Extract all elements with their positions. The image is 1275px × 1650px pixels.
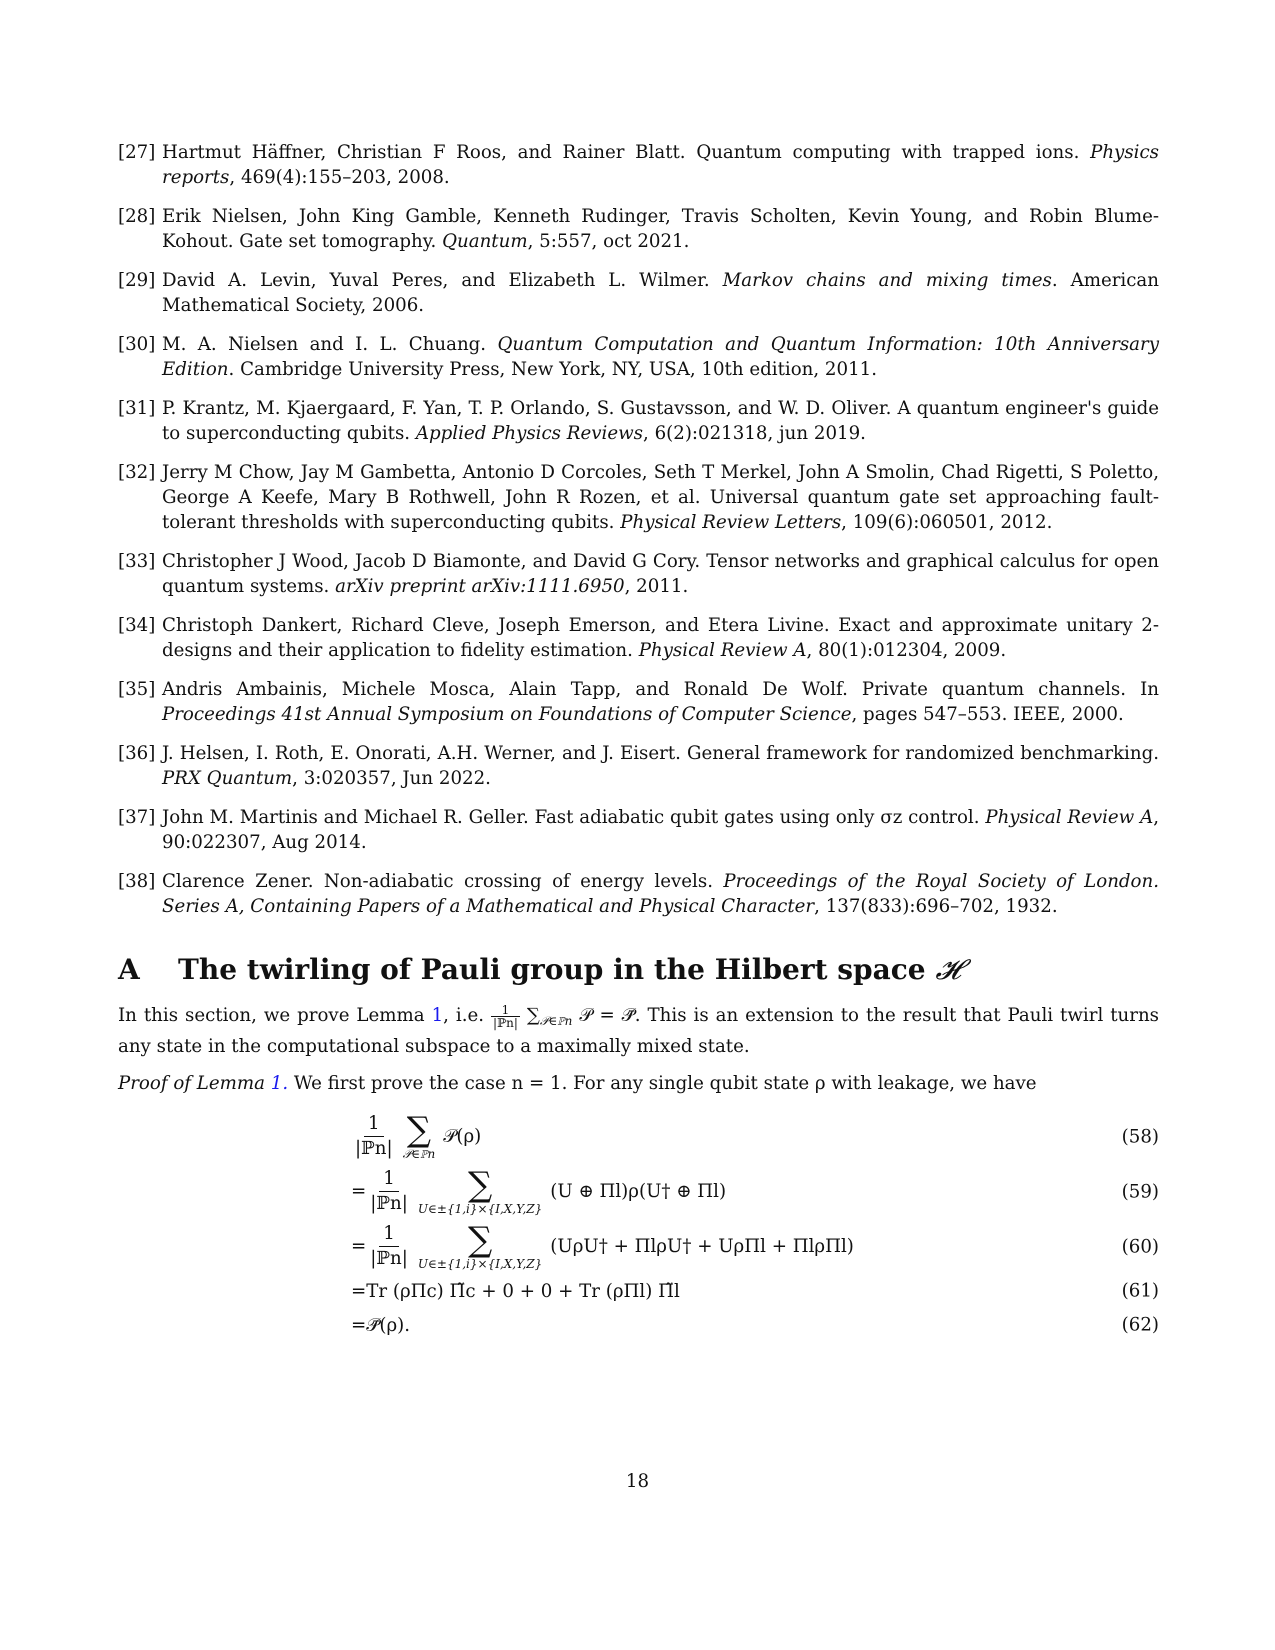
equation-body: [351, 1109, 482, 1161]
intro-mid: , i.e.: [443, 1005, 492, 1026]
reference-venue: Markov chains and mixing times: [722, 270, 1052, 291]
reference-details: . American Mathematical Society, 2006.: [162, 270, 1159, 316]
lemma-link[interactable]: 1: [431, 1005, 444, 1026]
reference-authors: Hartmut Häffner, Christian F Roos, and Rainer Blatt.: [162, 142, 697, 163]
reference-title: Private quantum channels. In: [861, 679, 1159, 700]
reference-details: , 90:022307, Aug 2014.: [162, 807, 1159, 853]
summation: [417, 1219, 543, 1271]
equation-row: [118, 1311, 1159, 1339]
reference-item: [118, 741, 1159, 791]
reference-details: , 5:557, oct 2021.: [527, 231, 690, 252]
reference-authors: Christopher J Wood, Jacob D Biamonte, and David G Cory.: [162, 551, 707, 572]
intro-prefix: In this section, we prove Lemma: [118, 1005, 432, 1026]
reference-venue: Proceedings 41st Annual Symposium on Foundations of Computer Science: [162, 704, 852, 725]
reference-details: , 2011.: [624, 576, 689, 597]
reference-item: [118, 549, 1159, 599]
reference-venue: Physics reports: [162, 142, 1159, 188]
reference-title: Non-adiabatic crossing of energy levels.: [323, 871, 724, 892]
reference-item: [118, 268, 1159, 318]
equation-expression: (U ⊕ Πl)ρ(U† ⊕ Πl): [550, 1181, 727, 1202]
equation-number: (59): [1121, 1181, 1159, 1202]
equation-number: (60): [1121, 1236, 1159, 1257]
reference-item: [118, 332, 1159, 382]
sigma-icon: ∑: [467, 1219, 493, 1260]
summation: [402, 1109, 436, 1161]
fraction-denominator: |ℙn|: [370, 1193, 408, 1214]
reference-item: [118, 613, 1159, 663]
reference-item: [118, 140, 1159, 190]
reference-title: Tensor networks and graphical calculus for open quantum systems.: [162, 551, 1159, 597]
fraction-numerator: 1: [379, 1167, 399, 1192]
reference-authors: P. Krantz, M. Kjaergaard, F. Yan, T. P. Orlando, S. Gustavsson, and W. D. Oliver.: [162, 398, 898, 419]
equation-body: [351, 1278, 680, 1304]
reference-number: [34]: [118, 615, 156, 636]
fraction: [366, 1222, 412, 1271]
hilbert-space-symbol: 𝓗: [935, 953, 961, 986]
reference-details: , 109(6):060501, 2012.: [841, 512, 1053, 533]
equation-row: [118, 1277, 1159, 1305]
reference-number: [35]: [118, 679, 156, 700]
reference-authors: Andris Ambainis, Michele Mosca, Alain Tapp, and Ronald De Wolf.: [162, 679, 862, 700]
reference-venue: Proceedings of the Royal Society of London. Series A, Containing Papers of a Mathematical and Physical Character: [162, 871, 1159, 917]
reference-authors: Jerry M Chow, Jay M Gambetta, Antonio D Corcoles, Seth T Merkel, John A Smolin, Chad Rigetti, S Poletto, George A Keefe, Mary B Rothwell, John R Rozen, et al.: [162, 462, 1159, 508]
reference-venue: Quantum Computation and Quantum Information: 10th Anniversary Edition: [162, 334, 1159, 380]
reference-number: [36]: [118, 743, 156, 764]
reference-venue: Physical Review A: [638, 640, 807, 661]
reference-number: [30]: [118, 334, 156, 355]
reference-item: [118, 869, 1159, 919]
reference-venue: arXiv preprint arXiv:1111.6950: [335, 576, 625, 597]
lemma-link[interactable]: 1.: [270, 1073, 289, 1094]
reference-title: General framework for randomized benchmarking.: [687, 743, 1159, 764]
reference-authors: John M. Martinis and Michael R. Geller.: [162, 807, 535, 828]
reference-title: Gate set tomography.: [239, 231, 443, 252]
reference-details: . Cambridge University Press, New York, NY, USA, 10th edition, 2011.: [228, 359, 877, 380]
summation-range: 𝒫∈ℙn: [402, 1146, 436, 1161]
equation-expression: =𝒫̄(ρ).: [351, 1314, 411, 1336]
reference-title: Quantum computing with trapped ions.: [696, 142, 1091, 163]
reference-authors: J. Helsen, I. Roth, E. Onorati, A.H. Werner, and J. Eisert.: [162, 743, 688, 764]
reference-authors: M. A. Nielsen and I. L. Chuang.: [162, 334, 498, 355]
reference-venue: PRX Quantum: [162, 768, 293, 789]
reference-number: [29]: [118, 270, 156, 291]
fraction-denominator: |ℙn|: [493, 1015, 518, 1030]
reference-item: [118, 677, 1159, 727]
section-number: A: [118, 953, 140, 986]
summation: [417, 1164, 543, 1216]
reference-venue: Physical Review Letters: [620, 512, 842, 533]
equation-row: [118, 1164, 1159, 1216]
reference-venue: Physical Review A: [985, 807, 1154, 828]
equation-expression: 𝒫(ρ): [443, 1126, 482, 1147]
reference-number: [27]: [118, 142, 156, 163]
reference-venue: Quantum: [442, 231, 528, 252]
reference-item: [118, 204, 1159, 254]
reference-authors: Erik Nielsen, John King Gamble, Kenneth Rudinger, Travis Scholten, Kevin Young, and Robin Blume-Kohout.: [162, 206, 1159, 252]
equation-number: (58): [1121, 1126, 1159, 1147]
inline-fraction: [491, 1004, 520, 1029]
equation-expression: (UρU† + ΠlρU† + UρΠl + ΠlρΠl): [550, 1236, 854, 1257]
proof-paragraph: [118, 1071, 1159, 1096]
fraction-denominator: |ℙn|: [370, 1248, 408, 1269]
proof-label: Proof of Lemma: [118, 1073, 271, 1094]
reference-number: [32]: [118, 462, 156, 483]
fraction-denominator: |ℙn|: [355, 1138, 393, 1159]
summation-range: U∈±{1,i}×{I,X,Y,Z}: [417, 1201, 543, 1216]
fraction: [351, 1112, 397, 1161]
reference-details: , pages 547–553. IEEE, 2000.: [851, 704, 1124, 725]
equation-body: [351, 1312, 410, 1338]
reference-details: , 469(4):155–203, 2008.: [229, 167, 450, 188]
equation-number: (62): [1121, 1314, 1159, 1336]
reference-number: [37]: [118, 807, 156, 828]
reference-venue: Applied Physics Reviews: [415, 423, 644, 444]
reference-authors: David A. Levin, Yuval Peres, and Elizabeth L. Wilmer.: [162, 270, 723, 291]
summation-range: U∈±{1,i}×{I,X,Y,Z}: [417, 1256, 543, 1271]
sum-symbol: ∑: [526, 1005, 540, 1026]
reference-item: [118, 460, 1159, 535]
reference-number: [33]: [118, 551, 156, 572]
reference-number: [38]: [118, 871, 156, 892]
reference-details: , 6(2):021318, jun 2019.: [643, 423, 866, 444]
reference-details: , 137(833):696–702, 1932.: [814, 896, 1058, 917]
sum-subscript: 𝒫∈ℙn: [539, 1014, 573, 1028]
page-content: [118, 140, 1159, 1345]
sigma-icon: ∑: [467, 1164, 493, 1205]
intro-after-sum: 𝒫 = 𝒫̄. This is an extension to the result that Pauli twirl turns any state in the computational subspace to a maximally mixed state.: [118, 1005, 1159, 1057]
section-heading: [118, 953, 1159, 987]
reference-title: Fast adiabatic qubit gates using only σz control.: [534, 807, 986, 828]
intro-paragraph: [118, 1003, 1159, 1059]
equation-body: [351, 1164, 727, 1216]
fraction-numerator: 1: [364, 1112, 384, 1137]
reference-authors: Christoph Dankert, Richard Cleve, Joseph Emerson, and Etera Livine.: [162, 615, 839, 636]
equation-row: [118, 1109, 1159, 1161]
reference-number: [31]: [118, 398, 156, 419]
reference-title: A quantum engineer's guide to superconducting qubits.: [162, 398, 1159, 444]
equation-number: (61): [1121, 1280, 1159, 1302]
reference-details: , 3:020357, Jun 2022.: [292, 768, 491, 789]
equation-body: [351, 1219, 854, 1271]
reference-list: [118, 140, 1159, 919]
reference-item: [118, 805, 1159, 855]
reference-item: [118, 396, 1159, 446]
reference-authors: Clarence Zener.: [162, 871, 324, 892]
equation-expression: =Tr (ρΠc) Π̃c + 0 + 0 + Tr (ρΠl) Π̃l: [351, 1280, 680, 1302]
equation-prefix: =: [351, 1181, 367, 1202]
reference-number: [28]: [118, 206, 156, 227]
reference-title: Universal quantum gate set approaching fault-tolerant thresholds with superconducting qubits.: [162, 487, 1159, 533]
sigma-icon: ∑: [406, 1109, 432, 1150]
proof-text: We first prove the case n = 1. For any single qubit state ρ with leakage, we have: [288, 1073, 1037, 1094]
reference-details: , 80(1):012304, 2009.: [806, 640, 1007, 661]
equation-row: [118, 1219, 1159, 1271]
fraction-numerator: 1: [491, 1004, 520, 1017]
equation-block: [118, 1109, 1159, 1339]
page-number: 18: [625, 1471, 650, 1492]
section-title-text: The twirling of Pauli group in the Hilbert space: [178, 953, 936, 986]
equation-prefix: =: [351, 1236, 367, 1257]
fraction: [366, 1167, 412, 1216]
fraction-numerator: 1: [379, 1222, 399, 1247]
reference-title: Exact and approximate unitary 2-designs and their application to fidelity estimation.: [162, 615, 1159, 661]
